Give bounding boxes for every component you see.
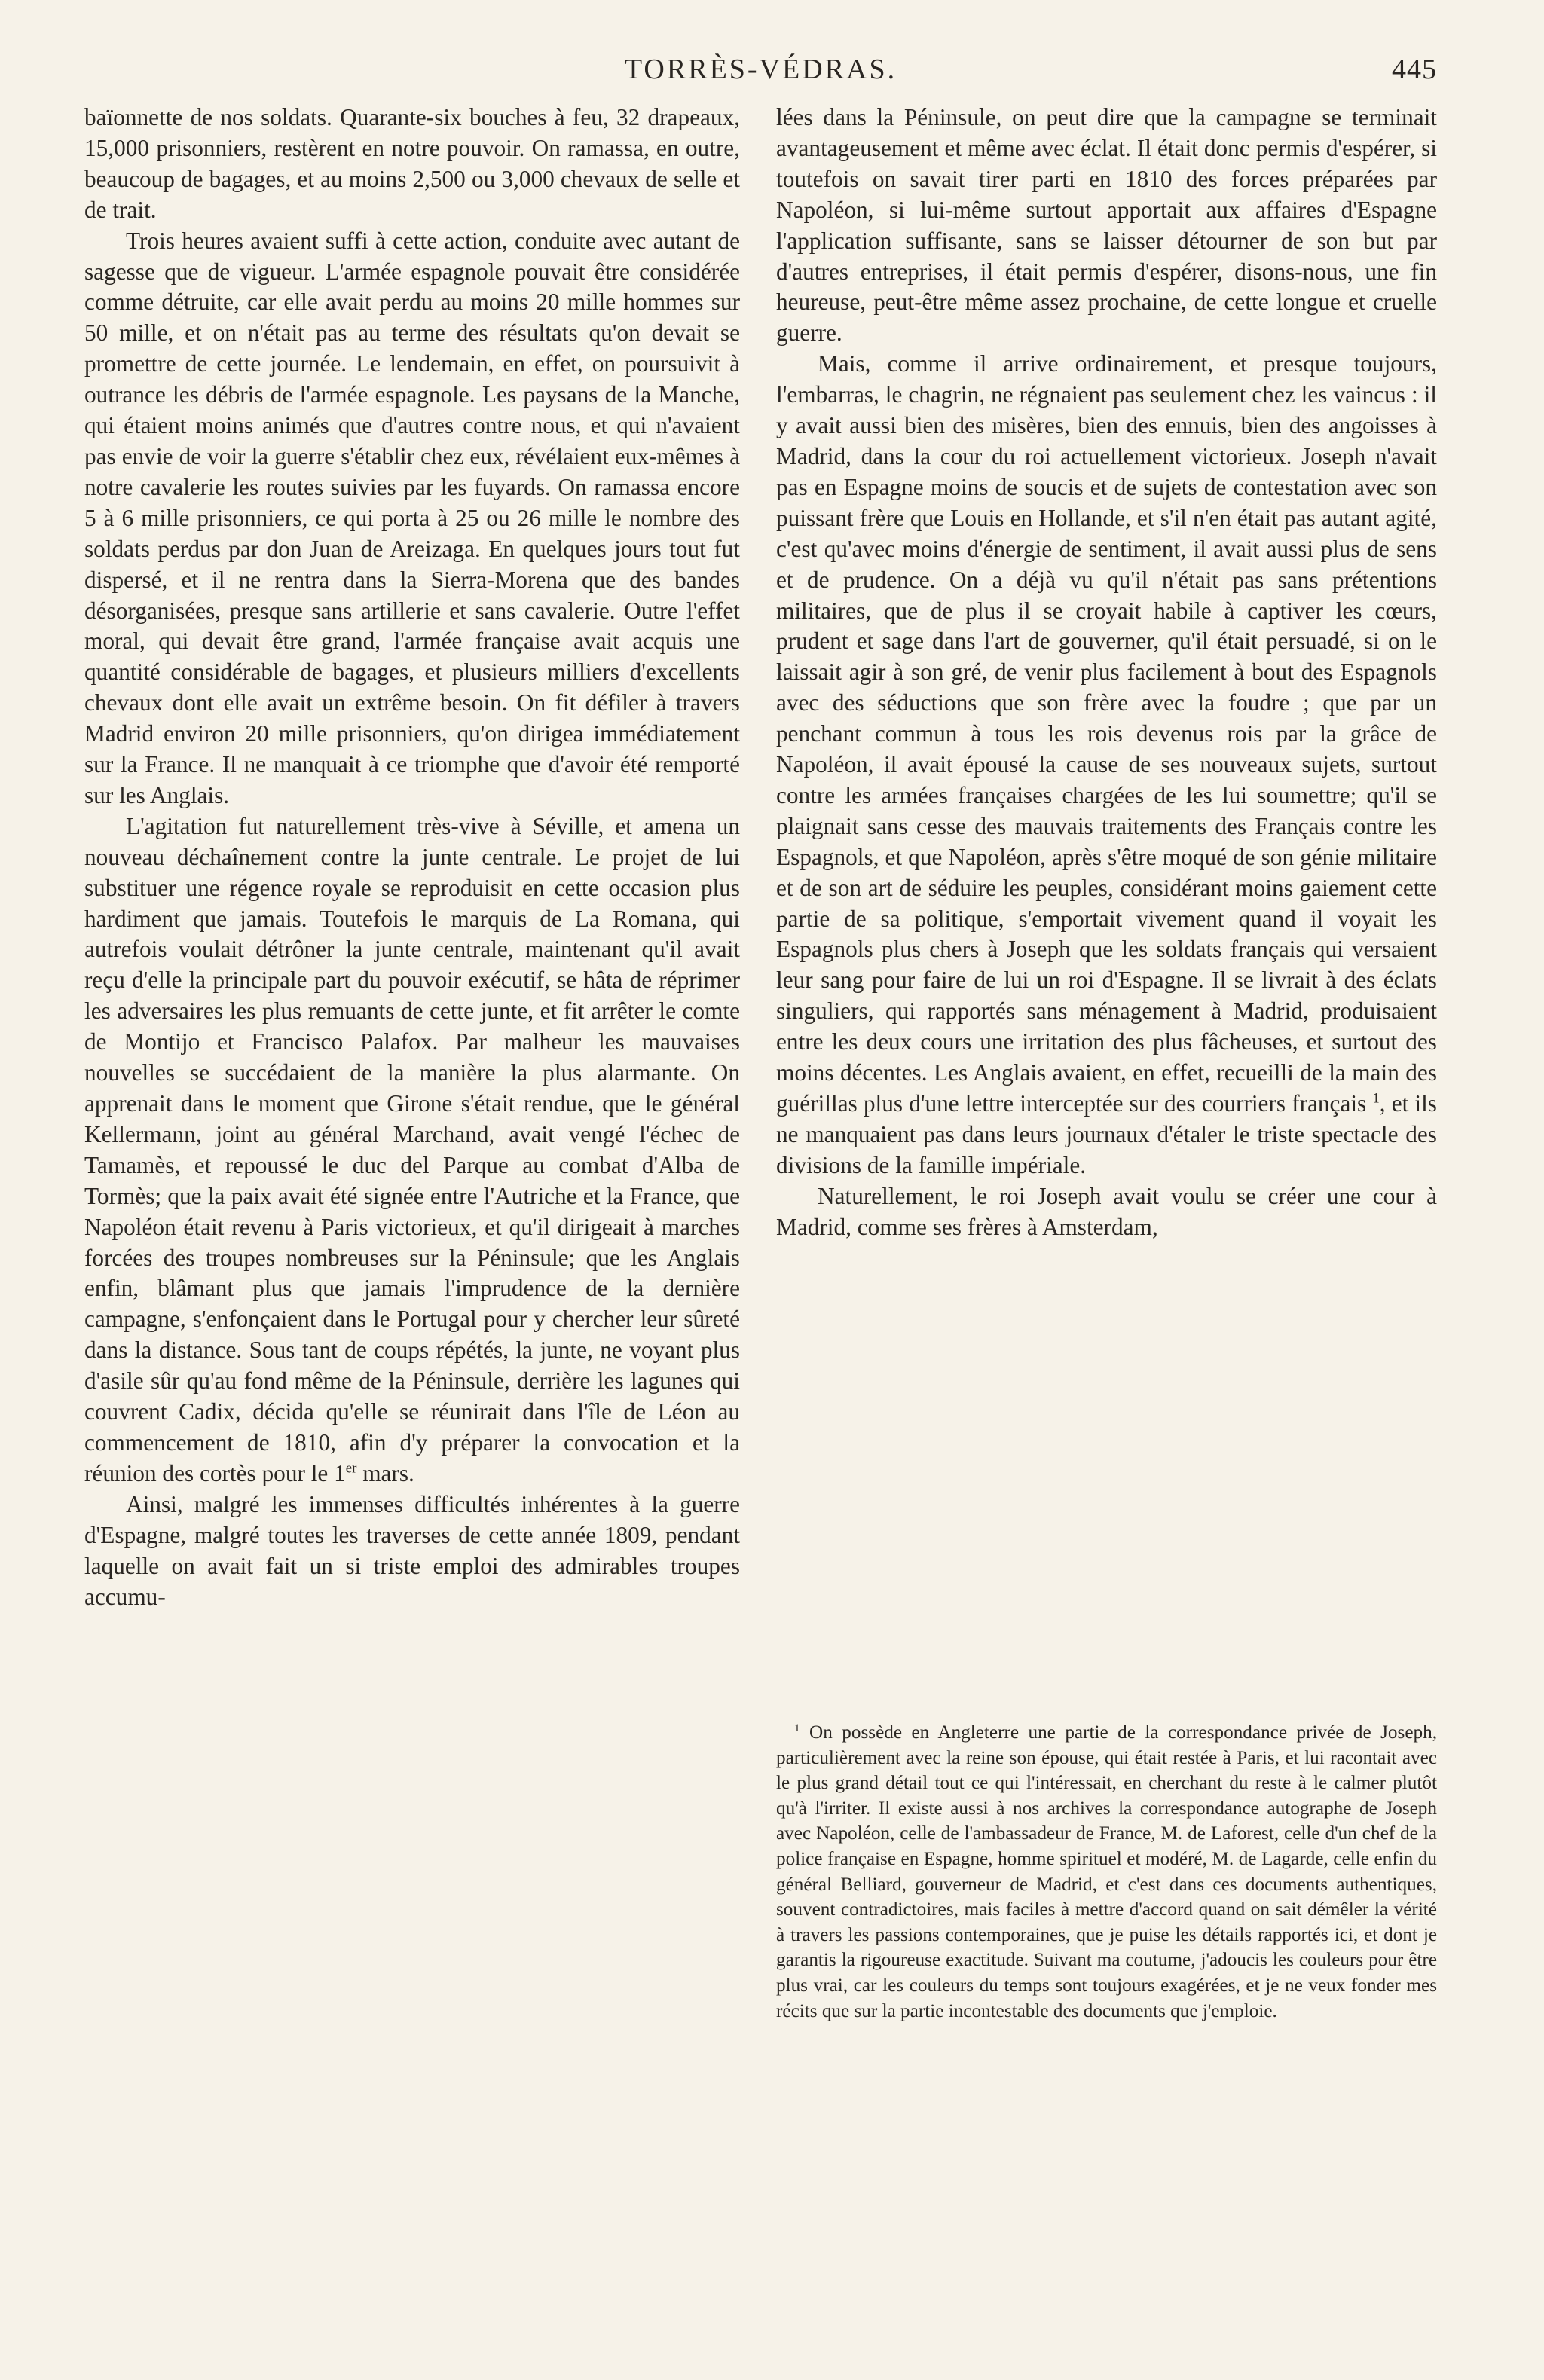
right-column bbox=[776, 102, 1437, 1243]
running-head bbox=[84, 47, 1437, 89]
paragraph: lées dans la Péninsule, on peut dire que la campagne se terminait avantageusement et même avec éclat. Il était donc permis d'espérer, si toutefois on savait tirer parti en 1810 des forces préparées par Napoléon, si lui-même surtout apportait aux affaires d'Espagne l'application suffisante, sans se laisser détourner de son but par d'autres entreprises, il était permis d'espérer, disons-nous, une fin heureuse, peut-être même assez prochaine, de cette longue et cruelle guerre. bbox=[776, 104, 1437, 347]
paragraph-text: mars. bbox=[356, 1459, 414, 1486]
running-title: TORRÈS-VÉDRAS. bbox=[624, 53, 897, 85]
footnote-marker: 1 bbox=[794, 1722, 800, 1734]
footnote-text: On possède en Angleterre une partie de la correspondance privée de Joseph, particulièrement avec la reine son épouse, qui était restée à Paris, et lui racontait avec le plus grand détail tout ce qui l'intéressait, en cherchant du reste à le calmer plutôt qu'à l'irriter. Il existe aussi à nos archives la correspondance autographe de Joseph avec Napoléon, celle de l'ambassadeur de France, M. de Laforest, celle d'un chef de la police française en Espagne, homme spirituel et modéré, M. de Lagarde, celle enfin du général Belliard, gouverneur de Madrid, et c'est dans ces documents authentiques, souvent contradictoires, mais faciles à mettre d'accord quand on sait démêler la vérité à travers les passions contemporaines, que je puise les détails rapportés ici, et dont je garantis la rigoureuse exactitude. Suivant ma coutume, j'adoucis les couleurs pour être plus vrai, car les couleurs du temps sont toujours exagérées, et je ne veux fonder mes récits que sur la partie incontestable des documents que j'emploie. bbox=[776, 1722, 1437, 2021]
left-column bbox=[84, 102, 740, 1612]
footnote-reference: 1 bbox=[1372, 1090, 1380, 1107]
superscript: er bbox=[345, 1460, 357, 1477]
paragraph: Ainsi, malgré les immenses difficultés inhérentes à la guerre d'Espagne, malgré toutes les traverses de cette année 1809, pendant laquelle on avait fait un si triste emploi des admirables troupes accumu- bbox=[84, 1490, 740, 1610]
footnote-paragraph bbox=[776, 1720, 1437, 2024]
paragraph bbox=[776, 349, 1437, 1181]
footnote bbox=[776, 1720, 1437, 2024]
paragraph bbox=[84, 811, 740, 1489]
paragraph: Naturellement, le roi Joseph avait voulu se créer une cour à Madrid, comme ses frères à Amsterdam, bbox=[776, 1182, 1437, 1240]
paragraph-text: Mais, comme il arrive ordinairement, et presque toujours, l'embarras, le chagrin, ne régnaient pas seulement chez les vaincus : il y avait aussi bien des misères, bien des ennuis, bien des angoisses à Madrid, dans la cour du roi actuellement victorieux. Joseph n'avait pas en Espagne moins de soucis et de sujets de contestation avec son puissant frère que Louis en Hollande, et s'il n'en était pas autant agité, c'est qu'avec moins d'énergie de sentiment, il avait aussi plus de sens et de prudence. On a déjà vu qu'il n'était pas sans prétentions militaires, que de plus il se croyait habile à captiver les cœurs, prudent et sage dans l'art de gouverner, qu'il était persuadé, si on le laissait agir à son gré, de venir plus facilement à bout des Espagnols avec des séductions que son frère avec la foudre ; que par un penchant commun à tous les rois devenus rois par la grâce de Napoléon, il avait épousé la cause de ses nouveaux sujets, surtout contre les armées françaises chargées de les lui soumettre; qu'il se plaignait sans cesse des mauvais traitements des Français contre les Espagnols, et que Napoléon, après s'être moqué de son génie militaire et de son art de séduire les peuples, considérant moins gaiement cette partie de sa politique, s'emportait vivement quand il voyait les Espagnols plus chers à Joseph que les soldats français qui versaient leur sang pour faire de lui un roi d'Espagne. Il se livrait à des éclats singuliers, qui rapportés sans ménagement à Madrid, produisaient entre les deux cours une irritation des plus fâcheuses, et surtout des moins décentes. Les Anglais avaient, en effet, recueilli de la main des guérillas plus d'une lettre interceptée sur des courriers français bbox=[776, 350, 1437, 1117]
paragraph-text: L'agitation fut naturellement très-vive à Séville, et amena un nouveau déchaînement contre la junte centrale. Le projet de lui substituer une régence royale se reproduisit en cette occasion plus hardiment que jamais. Toutefois le marquis de La Romana, qui autrefois voulait détrôner la junte centrale, maintenant qu'il avait reçu d'elle la principale part du pouvoir exécutif, se hâta de réprimer les adversaires les plus remuants de cette junte, et fit arrêter le comte de Montijo et Francisco Palafox. Par malheur les mauvaises nouvelles se succédaient de la manière la plus alarmante. On apprenait dans le moment que Girone s'était rendue, que le général Kellermann, joint au général Marchand, avait vengé l'échec de Tamamès, et repoussé le duc del Parque au combat d'Alba de Tormès; que la paix avait été signée entre l'Autriche et la France, que Napoléon était revenu à Paris victorieux, et qu'il dirigeait à marches forcées des troupes nombreuses sur la Péninsule; que les Anglais enfin, blâmant plus que jamais l'imprudence de la dernière campagne, s'enfonçaient dans le Portugal pour y chercher leur sûreté dans la distance. Sous tant de coups répétés, la junte, ne voyant plus d'asile sûr qu'au fond même de la Péninsule, derrière les lagunes qui couvrent Cadix, décida qu'elle se réunirait dans l'île de Léon au commencement de 1810, afin d'y préparer la convocation et la réunion des cortès pour le 1 bbox=[84, 812, 740, 1486]
paragraph: baïonnette de nos soldats. Quarante-six bouches à feu, 32 drapeaux, 15,000 prisonniers, restèrent en notre pouvoir. On ramassa, en outre, beaucoup de bagages, et au moins 2,500 ou 3,000 chevaux de selle et de trait. bbox=[84, 104, 740, 223]
paragraph-text: , et ils ne manquaient pas dans leurs journaux d'étaler le triste spectacle des divisions de la famille impériale. bbox=[776, 1090, 1437, 1178]
paragraph: Trois heures avaient suffi à cette action, conduite avec autant de sagesse que de vigueur. L'armée espagnole pouvait être considérée comme détruite, car elle avait perdu au moins 20 mille hommes sur 50 mille, et on n'était pas au terme des résultats qu'on devait se promettre de cette journée. Le lendemain, en effet, on poursuivit à outrance les débris de l'armée espagnole. Les paysans de la Manche, qui étaient moins animés que d'autres contre nous, et qui n'avaient pas envie de voir la guerre s'établir chez eux, révélaient eux-mêmes à notre cavalerie les routes suivies par les fuyards. On ramassa encore 5 à 6 mille prisonniers, ce qui porta à 25 ou 26 mille le nombre des soldats perdus par don Juan de Areizaga. En quelques jours tout fut dispersé, et il ne rentra dans la Sierra-Morena que des bandes désorganisées, presque sans artillerie et sans cavalerie. Outre l'effet moral, qui devait être grand, l'armée française avait acquis une quantité considérable de bagages, et plusieurs milliers d'excellents chevaux dont elle avait un extrême besoin. On fit défiler à travers Madrid environ 20 mille prisonniers, qu'on dirigea immédiatement sur la France. Il ne manquait à ce triomphe que d'avoir été remporté sur les Anglais. bbox=[84, 227, 740, 808]
page-number: 445 bbox=[1392, 53, 1437, 85]
